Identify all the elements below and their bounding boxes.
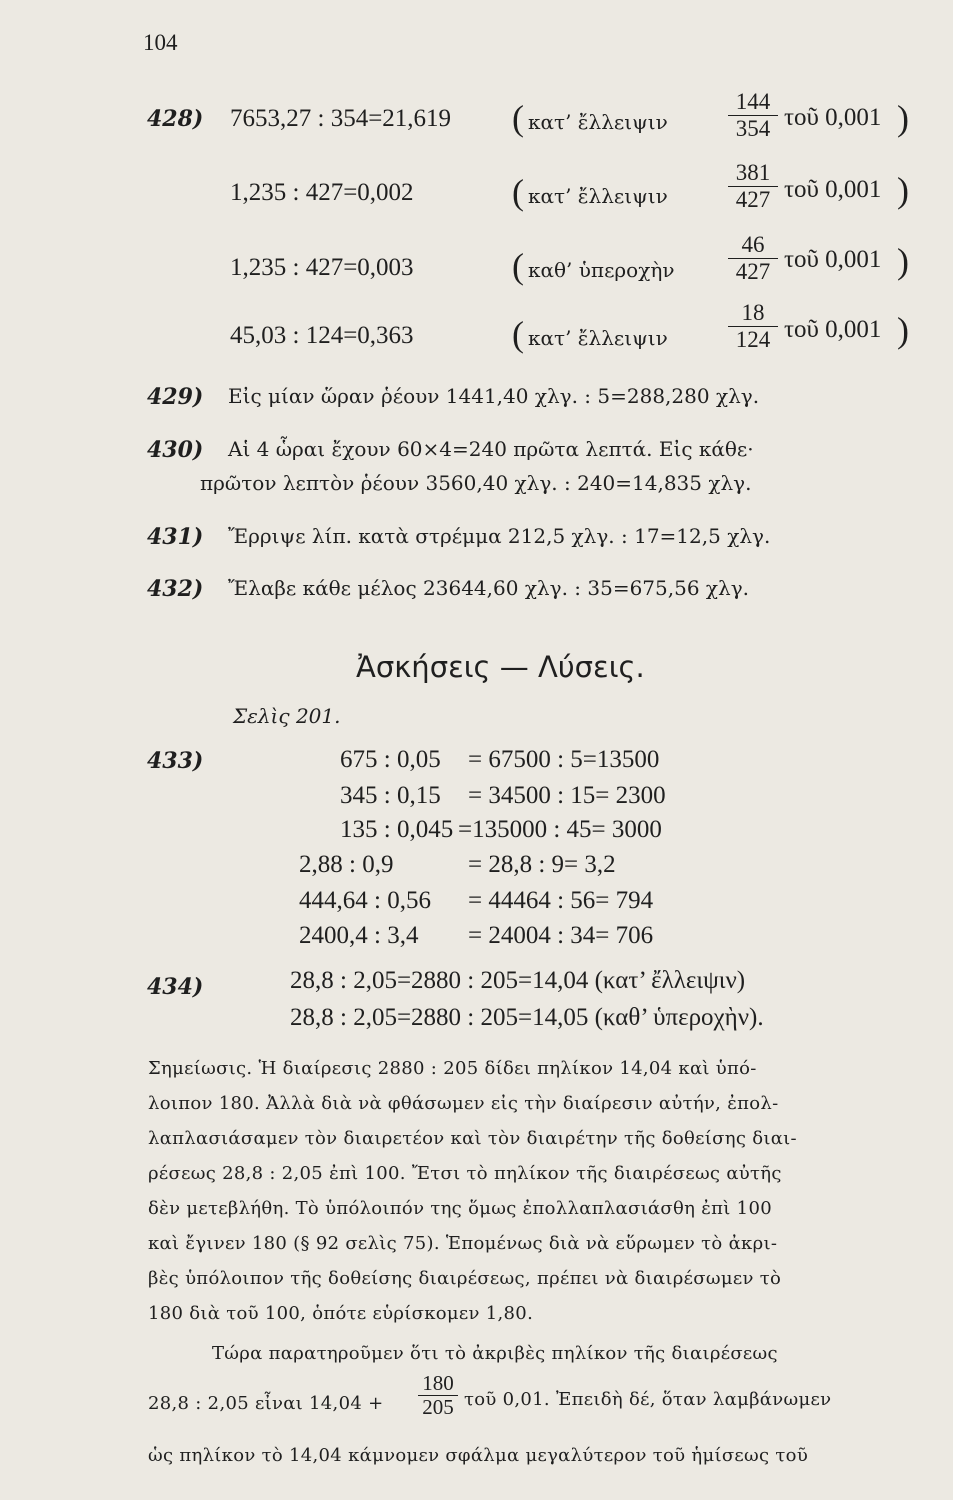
approx-note: κατ’ ἔλλειψιν [528, 184, 668, 208]
fraction [418, 1372, 458, 1418]
fraction-denominator: 427 [735, 187, 771, 212]
division-expression: 45,03 : 124=0,363 [230, 322, 414, 349]
note-line: Σημείωσις. Ἡ διαίρεσις 2880 : 205 δίδει πηλίκον 14,04 καὶ ὑπό- [148, 1058, 757, 1079]
close-paren: ) [897, 170, 909, 210]
note-line: ρέσεως 28,8 : 2,05 ἐπὶ 100. Ἔτσι τὸ πηλίκον τῆς διαιρέσεως αὐτῆς [148, 1163, 782, 1184]
fraction-numerator: 46 [728, 232, 778, 259]
note-line: ὡς πηλίκον τὸ 14,04 κάμνομεν σφάλμα μεγαλύτερον τοῦ ἡμίσεως τοῦ [148, 1445, 809, 1466]
page-reference: Σελὶς 201. [233, 704, 341, 728]
problem-label: 431) [147, 524, 204, 550]
note-line: 28,8 : 2,05 εἶναι 14,04 + [148, 1393, 384, 1414]
division-right: = 28,8 : 9= 3,2 [468, 851, 616, 878]
fraction [728, 232, 778, 285]
unit-text: τοῦ 0,001 [784, 176, 882, 203]
problem-label: 432) [147, 576, 204, 602]
fraction [728, 300, 778, 353]
open-paren: ( [512, 172, 524, 212]
approx-note: κατ’ ἔλλειψιν [528, 110, 668, 134]
open-paren: ( [512, 246, 524, 286]
division-expression: 28,8 : 2,05=2880 : 205=14,05 (καθ’ ὑπεροχὴν). [290, 1004, 764, 1031]
division-right: = 34500 : 15= 2300 [468, 782, 666, 809]
note-line: βὲς ὑπόλοιπον τῆς δοθείσης διαιρέσεως, πρέπει νὰ διαιρέσωμεν τὸ [148, 1268, 782, 1289]
fraction-numerator: 144 [728, 89, 778, 116]
open-paren: ( [512, 314, 524, 354]
fraction-denominator: 427 [735, 259, 771, 284]
problem-label: 428) [147, 106, 204, 132]
division-left: 444,64 : 0,56 [299, 887, 431, 914]
fraction-denominator: 354 [735, 116, 771, 141]
close-paren: ) [897, 310, 909, 350]
division-expression: 1,235 : 427=0,002 [230, 179, 414, 206]
note-line: καὶ ἔγινεν 180 (§ 92 σελὶς 75). Ἑπομένως διὰ νὰ εὕρωμεν τὸ ἀκρι- [148, 1233, 778, 1254]
division-expression: 7653,27 : 354=21,619 [230, 105, 452, 132]
division-expression: 28,8 : 2,05=2880 : 205=14,04 (κατ’ ἔλλειψιν) [290, 967, 746, 994]
unit-text: τοῦ 0,001 [784, 246, 882, 273]
problem-text: Εἰς μίαν ὥραν ῥέουν 1441,40 χλγ. : 5=288,280 χλγ. [228, 384, 760, 408]
problem-label: 430) [147, 437, 204, 463]
fraction-numerator: 381 [728, 160, 778, 187]
division-expression: 1,235 : 427=0,003 [230, 254, 414, 281]
unit-text: τοῦ 0,001 [784, 104, 882, 131]
division-left: 2,88 : 0,9 [299, 851, 394, 878]
note-line: λαπλασιάσαμεν τὸν διαιρετέον καὶ τὸν διαιρέτην τῆς δοθείσης διαι- [148, 1128, 797, 1149]
fraction [728, 160, 778, 213]
close-paren: ) [897, 241, 909, 281]
note-line: λοιπον 180. Ἀλλὰ διὰ νὰ φθάσωμεν εἰς τὴν διαίρεσιν αὐτήν, ἐπολ- [148, 1093, 779, 1114]
problem-text: Αἱ 4 ὧραι ἔχουν 60×4=240 πρῶτα λεπτά. Εἰς κάθε· [228, 437, 754, 461]
division-right: = 24004 : 34= 706 [468, 922, 654, 949]
division-left: 2400,4 : 3,4 [299, 922, 419, 949]
unit-text: τοῦ 0,001 [784, 316, 882, 343]
division-right: = 44464 : 56= 794 [468, 887, 654, 914]
note-line: Τώρα παρατηροῦμεν ὅτι τὸ ἀκριβὲς πηλίκον τῆς διαιρέσεως [212, 1343, 778, 1364]
fraction-numerator: 180 [418, 1372, 458, 1396]
note-line: τοῦ 0,01. Ἐπειδὴ δέ, ὅταν λαμβάνωμεν [464, 1389, 832, 1410]
open-paren: ( [512, 98, 524, 138]
approx-note: κατ’ ἔλλειψιν [528, 326, 668, 350]
approx-note: καθ’ ὑπεροχὴν [528, 258, 675, 282]
problem-text: πρῶτον λεπτὸν ῥέουν 3560,40 χλγ. : 240=14,835 χλγ. [200, 471, 752, 495]
division-left: 135 : 0,045 [340, 816, 454, 843]
close-paren: ) [897, 98, 909, 138]
note-line: 180 διὰ τοῦ 100, ὁπότε εὑρίσκομεν 1,80. [148, 1303, 534, 1324]
problem-label: 429) [147, 384, 204, 410]
section-heading: Ἀσκήσεις — Λύσεις. [356, 650, 645, 684]
page-number: 104 [143, 30, 178, 55]
division-right: =135000 : 45= 3000 [458, 816, 662, 843]
division-left: 345 : 0,15 [340, 782, 441, 809]
fraction-denominator: 205 [422, 1395, 454, 1419]
division-left: 675 : 0,05 [340, 746, 441, 773]
note-line: δὲν μετεβλήθη. Τὸ ὑπόλοιπόν της ὅμως ἐπολλαπλασιάσθη ἐπὶ 100 [148, 1198, 772, 1219]
fraction [728, 89, 778, 142]
division-right: = 67500 : 5=13500 [468, 746, 660, 773]
fraction-denominator: 124 [735, 327, 771, 352]
fraction-numerator: 18 [728, 300, 778, 327]
problem-label: 434) [147, 974, 204, 1000]
problem-label: 433) [147, 748, 204, 774]
problem-text: Ἔλαβε κάθε μέλος 23644,60 χλγ. : 35=675,56 χλγ. [228, 576, 750, 600]
problem-text: Ἔρριψε λίπ. κατὰ στρέμμα 212,5 χλγ. : 17=12,5 χλγ. [228, 524, 771, 548]
